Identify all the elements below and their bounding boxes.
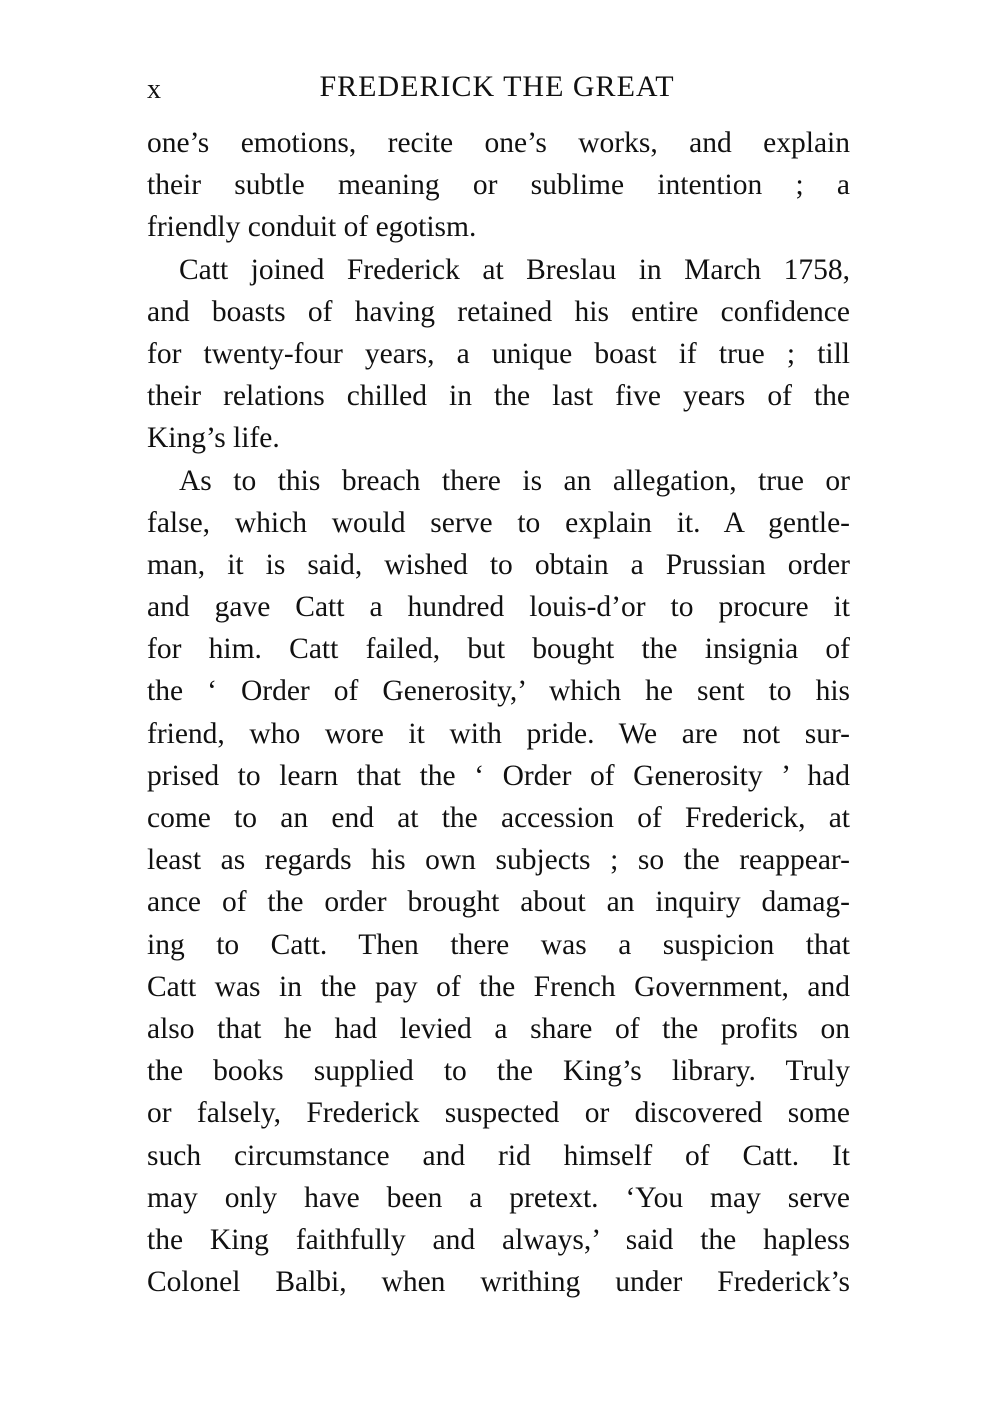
text-line: friend, who wore it with pride. We are not sur-: [147, 717, 850, 750]
running-header: [147, 70, 850, 110]
book-page: [147, 70, 850, 1303]
text-line: also that he had levied a share of the profits on: [147, 1012, 850, 1045]
body-text: [147, 122, 850, 1303]
text-line: their subtle meaning or sublime intention ; a: [147, 169, 850, 202]
text-line: the books supplied to the King’s library. Truly: [147, 1055, 850, 1088]
text-line: friendly conduit of egotism.: [147, 211, 477, 244]
text-line: one’s emotions, recite one’s works, and explain: [147, 127, 850, 159]
text-line: Catt joined Frederick at Breslau in March 1758,: [179, 253, 850, 286]
text-line: ance of the order brought about an inquiry damag-: [147, 886, 850, 919]
text-line: and boasts of having retained his entire confidence: [147, 295, 850, 328]
paragraph-1: [147, 122, 850, 249]
text-line: Colonel Balbi, when writhing under Frederick’s: [147, 1266, 850, 1299]
text-line: and gave Catt a hundred louis-d’or to procure it: [147, 591, 850, 624]
text-line: such circumstance and rid himself of Catt. It: [147, 1139, 850, 1172]
text-line: the ‘ Order of Generosity,’ which he sent to his: [147, 675, 850, 708]
text-line: King’s life.: [147, 422, 280, 455]
text-line: for twenty-four years, a unique boast if true ; till: [147, 337, 850, 370]
text-line: prised to learn that the ‘ Order of Generosity ’ had: [147, 759, 850, 792]
text-line: for him. Catt failed, but bought the insignia of: [147, 633, 850, 666]
text-line: false, which would serve to explain it. A gentle-: [147, 506, 850, 539]
running-title: FREDERICK THE GREAT: [319, 70, 675, 103]
paragraph-2: [147, 249, 850, 460]
text-line: the King faithfully and always,’ said the hapless: [147, 1223, 850, 1256]
text-line: Catt was in the pay of the French Government, and: [147, 970, 850, 1003]
text-line: come to an end at the accession of Frederick, at: [147, 802, 850, 834]
text-line: least as regards his own subjects ; so the reappear-: [147, 844, 850, 877]
text-line: As to this breach there is an allegation, true or: [179, 464, 850, 497]
paragraph-3: [147, 460, 850, 1304]
text-line: may only have been a pretext. ‘You may serve: [147, 1181, 850, 1214]
text-line: their relations chilled in the last five years of the: [147, 380, 850, 413]
text-line: ing to Catt. Then there was a suspicion that: [147, 928, 850, 961]
text-line: or falsely, Frederick suspected or discovered some: [147, 1097, 850, 1130]
text-line: man, it is said, wished to obtain a Prussian order: [147, 548, 850, 581]
page-number: x: [147, 74, 162, 105]
